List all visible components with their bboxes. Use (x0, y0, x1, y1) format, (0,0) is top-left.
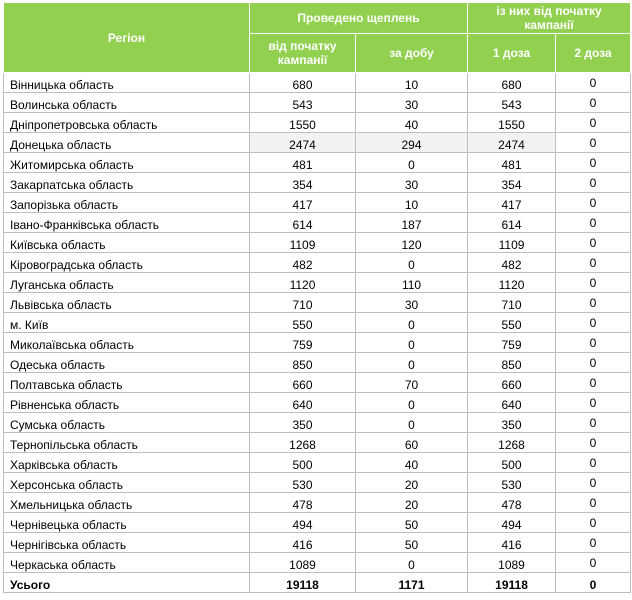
table-row (4, 533, 631, 553)
table-row (4, 333, 631, 353)
cell-dose1: 350 (468, 413, 556, 433)
cell-per-day: 0 (356, 353, 468, 373)
cell-since-start: 417 (250, 193, 356, 213)
cell-region: Львівська область (4, 293, 250, 313)
cell-dose2: 0 (556, 153, 631, 173)
header-vaccinated-group: Проведено щеплень (250, 3, 468, 34)
totals-dose1: 19118 (468, 573, 556, 593)
cell-region: Тернопільська область (4, 433, 250, 453)
cell-region: Вінницька область (4, 73, 250, 93)
cell-since-start: 550 (250, 313, 356, 333)
cell-dose1: 417 (468, 193, 556, 213)
cell-region: Кіровоградська область (4, 253, 250, 273)
cell-since-start: 416 (250, 533, 356, 553)
totals-row (4, 573, 631, 593)
cell-per-day: 50 (356, 533, 468, 553)
cell-region: Полтавська область (4, 373, 250, 393)
table-row (4, 513, 631, 533)
cell-dose2: 0 (556, 413, 631, 433)
header-dose1: 1 доза (468, 34, 556, 73)
cell-per-day: 187 (356, 213, 468, 233)
table-row (4, 93, 631, 113)
cell-per-day: 70 (356, 373, 468, 393)
cell-dose1: 660 (468, 373, 556, 393)
cell-since-start: 494 (250, 513, 356, 533)
cell-region: Черкаська область (4, 553, 250, 573)
header-since-start: від початку кампанії (250, 34, 356, 73)
cell-region: Рівненська область (4, 393, 250, 413)
header-per-day: за добу (356, 34, 468, 73)
table-row (4, 413, 631, 433)
cell-dose1: 500 (468, 453, 556, 473)
cell-dose1: 530 (468, 473, 556, 493)
table-header (4, 3, 631, 73)
cell-region: Житомирська область (4, 153, 250, 173)
cell-since-start: 759 (250, 333, 356, 353)
cell-since-start: 354 (250, 173, 356, 193)
totals-since-start: 19118 (250, 573, 356, 593)
cell-dose2: 0 (556, 513, 631, 533)
cell-per-day: 0 (356, 413, 468, 433)
cell-per-day: 110 (356, 273, 468, 293)
cell-dose1: 1268 (468, 433, 556, 453)
cell-dose1: 2474 (468, 133, 556, 153)
cell-region: Хмельницька область (4, 493, 250, 513)
vaccination-table (3, 2, 631, 593)
cell-since-start: 850 (250, 353, 356, 373)
cell-since-start: 530 (250, 473, 356, 493)
cell-per-day: 0 (356, 253, 468, 273)
cell-region: Чернігівська область (4, 533, 250, 553)
cell-dose1: 680 (468, 73, 556, 93)
cell-dose1: 1109 (468, 233, 556, 253)
cell-dose1: 494 (468, 513, 556, 533)
totals-dose2: 0 (556, 573, 631, 593)
cell-dose2: 0 (556, 253, 631, 273)
cell-since-start: 350 (250, 413, 356, 433)
cell-dose2: 0 (556, 273, 631, 293)
cell-dose1: 640 (468, 393, 556, 413)
cell-dose2: 0 (556, 93, 631, 113)
cell-region: Луганська область (4, 273, 250, 293)
cell-dose2: 0 (556, 493, 631, 513)
cell-per-day: 30 (356, 93, 468, 113)
cell-dose2: 0 (556, 213, 631, 233)
cell-region: Сумська область (4, 413, 250, 433)
cell-dose1: 416 (468, 533, 556, 553)
cell-per-day: 0 (356, 553, 468, 573)
cell-dose2: 0 (556, 433, 631, 453)
cell-dose2: 0 (556, 533, 631, 553)
cell-since-start: 1089 (250, 553, 356, 573)
table-row (4, 293, 631, 313)
cell-dose1: 482 (468, 253, 556, 273)
table-row (4, 173, 631, 193)
cell-dose1: 354 (468, 173, 556, 193)
cell-per-day: 294 (356, 133, 468, 153)
table-footer (4, 573, 631, 593)
cell-dose1: 759 (468, 333, 556, 353)
cell-since-start: 500 (250, 453, 356, 473)
cell-since-start: 710 (250, 293, 356, 313)
cell-dose2: 0 (556, 353, 631, 373)
cell-per-day: 30 (356, 293, 468, 313)
cell-per-day: 40 (356, 453, 468, 473)
cell-region: Чернівецька область (4, 513, 250, 533)
table-row (4, 473, 631, 493)
cell-per-day: 0 (356, 313, 468, 333)
header-dose2: 2 доза (556, 34, 631, 73)
cell-since-start: 481 (250, 153, 356, 173)
cell-dose2: 0 (556, 73, 631, 93)
cell-region: Харківська область (4, 453, 250, 473)
cell-per-day: 0 (356, 153, 468, 173)
cell-per-day: 40 (356, 113, 468, 133)
table-row (4, 313, 631, 333)
cell-dose1: 1120 (468, 273, 556, 293)
cell-per-day: 20 (356, 493, 468, 513)
cell-per-day: 10 (356, 193, 468, 213)
cell-dose1: 710 (468, 293, 556, 313)
table-body (4, 73, 631, 573)
cell-dose1: 481 (468, 153, 556, 173)
table-row (4, 193, 631, 213)
cell-since-start: 482 (250, 253, 356, 273)
table-row (4, 373, 631, 393)
totals-per-day: 1171 (356, 573, 468, 593)
cell-dose2: 0 (556, 133, 631, 153)
cell-region: Миколаївська область (4, 333, 250, 353)
table-row (4, 433, 631, 453)
cell-per-day: 10 (356, 73, 468, 93)
cell-since-start: 660 (250, 373, 356, 393)
cell-region: Одеська область (4, 353, 250, 373)
totals-label: Усього (4, 573, 250, 593)
cell-dose2: 0 (556, 453, 631, 473)
cell-dose1: 478 (468, 493, 556, 513)
cell-since-start: 543 (250, 93, 356, 113)
table-row (4, 353, 631, 373)
cell-region: Запорізька область (4, 193, 250, 213)
cell-region: Дніпропетровська область (4, 113, 250, 133)
header-region: Регіон (4, 3, 250, 73)
cell-since-start: 1550 (250, 113, 356, 133)
cell-since-start: 2474 (250, 133, 356, 153)
cell-region: м. Київ (4, 313, 250, 333)
cell-dose1: 550 (468, 313, 556, 333)
cell-region: Закарпатська область (4, 173, 250, 193)
cell-per-day: 50 (356, 513, 468, 533)
cell-dose2: 0 (556, 113, 631, 133)
cell-since-start: 640 (250, 393, 356, 413)
cell-dose2: 0 (556, 233, 631, 253)
cell-since-start: 1109 (250, 233, 356, 253)
cell-per-day: 60 (356, 433, 468, 453)
cell-since-start: 478 (250, 493, 356, 513)
table-row (4, 113, 631, 133)
cell-per-day: 20 (356, 473, 468, 493)
cell-dose1: 543 (468, 93, 556, 113)
table-row (4, 453, 631, 473)
cell-region: Херсонська область (4, 473, 250, 493)
table-row (4, 553, 631, 573)
header-since-start-group: із них від початку кампанії (468, 3, 631, 34)
cell-region: Волинська область (4, 93, 250, 113)
cell-per-day: 120 (356, 233, 468, 253)
cell-dose2: 0 (556, 393, 631, 413)
cell-since-start: 680 (250, 73, 356, 93)
cell-region: Київська область (4, 233, 250, 253)
table-row (4, 233, 631, 253)
cell-dose1: 1089 (468, 553, 556, 573)
table-row (4, 273, 631, 293)
cell-region: Донецька область (4, 133, 250, 153)
cell-per-day: 0 (356, 393, 468, 413)
cell-dose2: 0 (556, 473, 631, 493)
cell-dose2: 0 (556, 313, 631, 333)
table-row (4, 253, 631, 273)
cell-dose2: 0 (556, 333, 631, 353)
table-row (4, 213, 631, 233)
cell-dose2: 0 (556, 173, 631, 193)
table-row (4, 153, 631, 173)
cell-dose2: 0 (556, 193, 631, 213)
cell-since-start: 614 (250, 213, 356, 233)
cell-per-day: 30 (356, 173, 468, 193)
table-row (4, 393, 631, 413)
cell-dose1: 850 (468, 353, 556, 373)
cell-dose2: 0 (556, 373, 631, 393)
cell-since-start: 1268 (250, 433, 356, 453)
cell-region: Івано-Франківська область (4, 213, 250, 233)
cell-per-day: 0 (356, 333, 468, 353)
cell-dose2: 0 (556, 293, 631, 313)
cell-dose1: 614 (468, 213, 556, 233)
table-row (4, 133, 631, 153)
table-row (4, 493, 631, 513)
cell-since-start: 1120 (250, 273, 356, 293)
cell-dose2: 0 (556, 553, 631, 573)
table-row (4, 73, 631, 93)
cell-dose1: 1550 (468, 113, 556, 133)
